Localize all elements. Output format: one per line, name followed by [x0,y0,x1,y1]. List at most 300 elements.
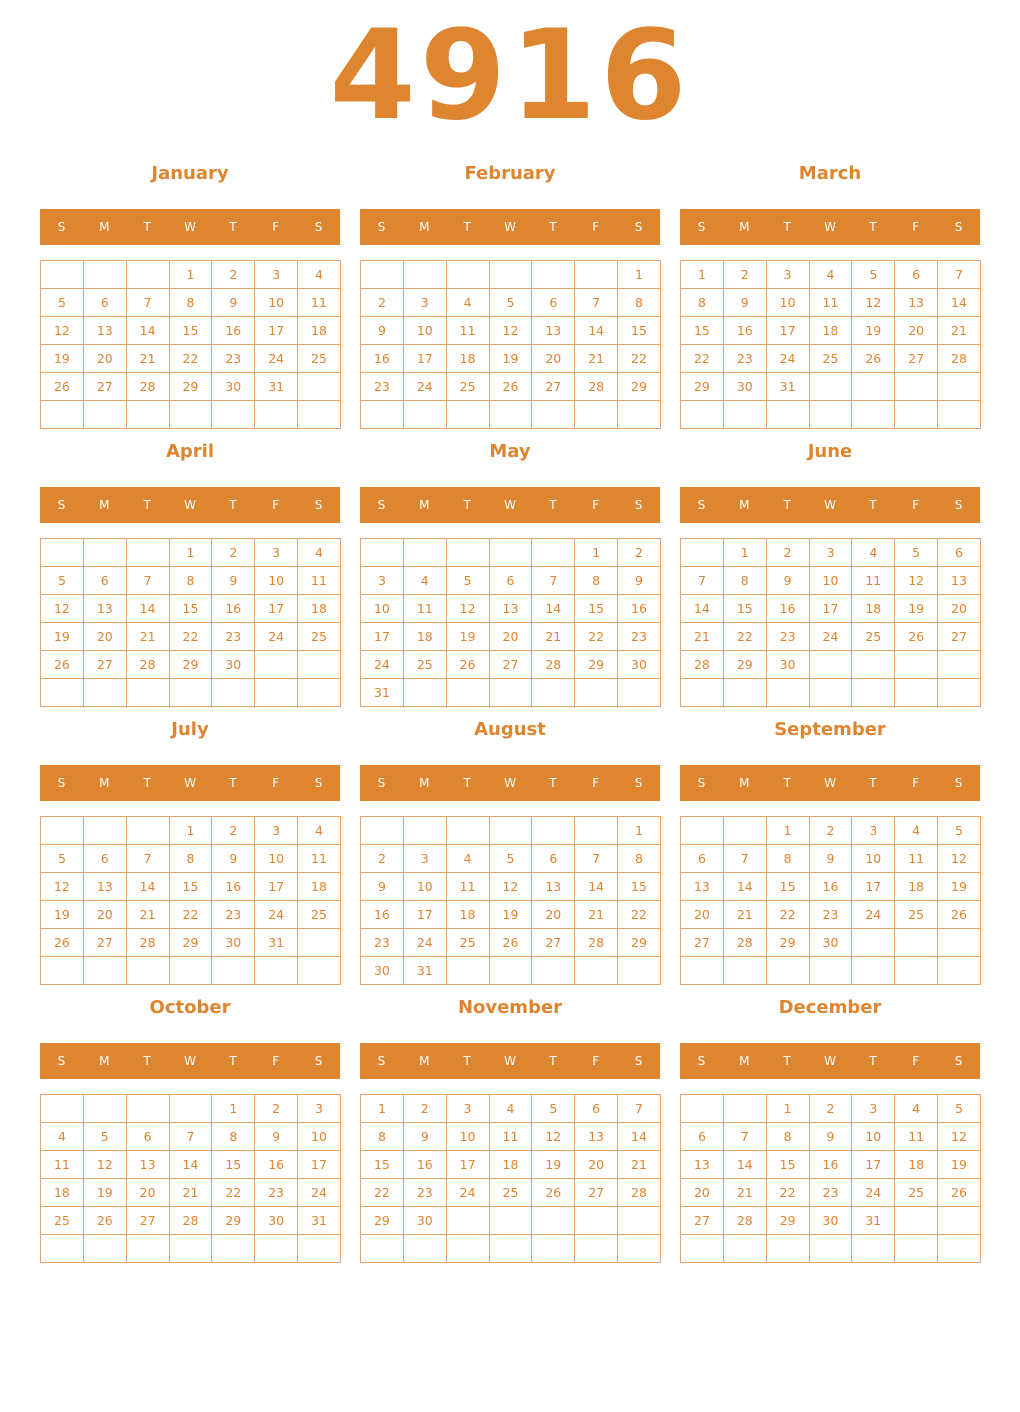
day-cell: 21 [126,345,169,373]
day-cell: 15 [575,595,618,623]
day-cell: 22 [169,345,212,373]
week-row [681,929,981,957]
day-cell: 15 [212,1151,255,1179]
day-cell [575,1207,618,1235]
day-cell [681,539,724,567]
day-cell: 1 [575,539,618,567]
day-cell: 11 [446,873,489,901]
day-cell: 31 [403,957,446,985]
day-cell: 14 [126,873,169,901]
day-cell: 26 [489,373,532,401]
day-cell [532,261,575,289]
week-row [41,1095,341,1123]
weekday-label: T [143,498,151,512]
weekday-label: S [634,498,643,512]
week-row [41,651,341,679]
day-cell [298,1235,341,1263]
day-cell [489,679,532,707]
day-cell [723,817,766,845]
day-cell: 10 [446,1123,489,1151]
day-cell: 24 [298,1179,341,1207]
week-row [41,929,341,957]
day-cell [169,679,212,707]
day-cell: 18 [403,623,446,651]
day-cell: 7 [575,289,618,317]
weekday-label: F [592,498,600,512]
day-cell: 6 [681,845,724,873]
day-cell [532,1235,575,1263]
day-cell: 13 [938,567,981,595]
day-cell [446,539,489,567]
day-cell [126,957,169,985]
week-row [361,1235,661,1263]
day-cell: 24 [852,1179,895,1207]
day-cell: 13 [126,1151,169,1179]
weekday-label: W [184,498,196,512]
weekday-label: T [143,776,151,790]
day-cell: 12 [41,595,84,623]
day-cell: 13 [83,873,126,901]
weekday-label: T [783,776,791,790]
day-cell: 5 [41,289,84,317]
day-cell: 17 [766,317,809,345]
day-cell [938,1235,981,1263]
week-row [361,873,661,901]
day-cell: 10 [852,845,895,873]
weekday-label: T [463,498,471,512]
day-cell: 14 [723,873,766,901]
day-cell: 26 [41,373,84,401]
weekday-label: M [419,776,430,790]
day-cell [723,401,766,429]
week-row [681,873,981,901]
day-cell: 3 [809,539,852,567]
day-cell [895,651,938,679]
day-cell: 13 [681,1151,724,1179]
week-row [681,1207,981,1235]
day-cell [895,373,938,401]
day-cell [532,817,575,845]
day-cell: 22 [575,623,618,651]
weekday-label: T [869,1054,877,1068]
day-cell: 3 [852,1095,895,1123]
week-row [361,817,661,845]
weekday-label: W [824,776,836,790]
day-cell [41,539,84,567]
weekday-label: F [912,498,920,512]
day-cell: 24 [255,345,298,373]
weekday-header [680,209,980,245]
weekday-label: S [57,220,66,234]
day-cell: 27 [83,651,126,679]
day-cell: 19 [41,901,84,929]
day-cell [895,957,938,985]
day-cell: 7 [532,567,575,595]
day-cell: 21 [681,623,724,651]
weekday-label: S [314,498,323,512]
day-cell: 24 [255,901,298,929]
day-cell: 12 [938,845,981,873]
day-cell: 25 [403,651,446,679]
day-cell: 25 [852,623,895,651]
weekday-label: W [504,220,516,234]
day-cell: 23 [361,373,404,401]
day-cell: 4 [41,1123,84,1151]
week-row [41,1179,341,1207]
day-cell: 23 [255,1179,298,1207]
weekday-label: T [463,1054,471,1068]
day-cell: 29 [169,651,212,679]
day-cell: 1 [766,1095,809,1123]
day-cell: 25 [298,901,341,929]
day-cell: 8 [169,567,212,595]
day-cell: 17 [255,873,298,901]
day-cell: 4 [403,567,446,595]
week-row [681,539,981,567]
day-cell [403,1235,446,1263]
day-cell: 28 [938,345,981,373]
week-row [41,957,341,985]
day-cell: 18 [446,345,489,373]
day-cell: 16 [766,595,809,623]
day-cell: 28 [723,929,766,957]
week-row [41,1123,341,1151]
day-cell: 5 [446,567,489,595]
day-cell: 12 [852,289,895,317]
day-cell: 2 [618,539,661,567]
day-cell: 27 [532,929,575,957]
day-cell: 12 [446,595,489,623]
day-cell [852,679,895,707]
weekday-header [40,487,340,523]
day-cell: 7 [126,845,169,873]
day-cell [83,261,126,289]
day-cell: 8 [618,289,661,317]
weekday-label: S [57,776,66,790]
day-cell: 9 [212,289,255,317]
day-cell [766,679,809,707]
day-cell [723,1095,766,1123]
day-cell: 30 [212,929,255,957]
day-cell: 20 [938,595,981,623]
day-cell: 29 [575,651,618,679]
weekday-label: T [549,1054,557,1068]
day-cell: 2 [809,1095,852,1123]
day-grid [360,538,661,707]
day-cell: 7 [126,567,169,595]
day-cell: 28 [575,373,618,401]
day-cell: 9 [809,1123,852,1151]
day-cell: 29 [618,929,661,957]
week-row [361,1207,661,1235]
day-cell: 25 [446,373,489,401]
day-cell: 6 [83,289,126,317]
weekday-label: S [57,498,66,512]
week-row [361,1123,661,1151]
day-cell: 16 [618,595,661,623]
day-cell: 29 [361,1207,404,1235]
day-cell [681,401,724,429]
week-row [361,623,661,651]
day-cell: 3 [766,261,809,289]
day-cell: 28 [126,929,169,957]
day-cell: 11 [852,567,895,595]
day-cell: 12 [83,1151,126,1179]
day-cell: 5 [938,817,981,845]
day-grid [360,816,661,985]
day-cell: 21 [126,623,169,651]
day-cell: 6 [489,567,532,595]
day-cell: 10 [403,873,446,901]
weekday-label: F [912,776,920,790]
day-cell: 1 [169,817,212,845]
month-name: May [489,441,531,462]
month-name: March [798,163,862,184]
day-cell [809,373,852,401]
week-row [681,1235,981,1263]
day-cell: 19 [489,901,532,929]
day-cell: 14 [126,595,169,623]
day-cell [489,261,532,289]
day-cell: 23 [766,623,809,651]
day-grid [680,260,981,429]
day-cell [852,1235,895,1263]
day-cell [681,1235,724,1263]
month-name: January [151,163,229,184]
day-cell: 21 [723,901,766,929]
weekday-label: T [143,220,151,234]
day-cell: 19 [852,317,895,345]
day-cell: 29 [681,373,724,401]
day-cell: 27 [681,1207,724,1235]
day-cell: 18 [298,595,341,623]
day-cell: 17 [361,623,404,651]
day-cell: 10 [766,289,809,317]
day-cell: 14 [681,595,724,623]
day-cell [809,401,852,429]
day-cell: 21 [938,317,981,345]
week-row [41,289,341,317]
day-cell: 12 [938,1123,981,1151]
day-cell: 23 [618,623,661,651]
weekday-label: F [272,776,280,790]
week-row [361,317,661,345]
day-cell [446,1235,489,1263]
day-cell: 29 [723,651,766,679]
day-cell: 8 [618,845,661,873]
day-cell [41,261,84,289]
day-cell [446,1207,489,1235]
day-cell: 5 [895,539,938,567]
day-cell [126,539,169,567]
day-cell: 10 [852,1123,895,1151]
weekday-label: M [99,1054,110,1068]
day-cell: 23 [809,1179,852,1207]
day-cell [852,651,895,679]
day-cell [41,1095,84,1123]
day-cell: 12 [489,317,532,345]
day-cell [723,1235,766,1263]
month-name: June [807,441,853,462]
day-cell: 2 [212,539,255,567]
weekday-header [360,1043,660,1079]
weekday-label: W [504,776,516,790]
week-row [41,317,341,345]
day-cell: 24 [255,623,298,651]
week-row [41,901,341,929]
day-cell [809,957,852,985]
day-cell: 14 [575,873,618,901]
month-name: February [464,163,556,184]
week-row [361,1179,661,1207]
weekday-label: T [229,498,237,512]
day-cell: 13 [681,873,724,901]
day-cell: 7 [723,1123,766,1151]
day-cell: 9 [403,1123,446,1151]
year-title: 4916 [329,4,691,148]
day-cell: 5 [532,1095,575,1123]
day-cell: 2 [766,539,809,567]
day-cell: 31 [852,1207,895,1235]
day-cell: 25 [298,345,341,373]
day-cell [489,1235,532,1263]
day-cell [212,1235,255,1263]
day-cell: 4 [298,539,341,567]
day-cell: 14 [618,1123,661,1151]
day-cell: 26 [83,1207,126,1235]
day-cell [938,401,981,429]
day-cell: 20 [83,623,126,651]
day-cell: 28 [126,651,169,679]
day-cell: 15 [618,873,661,901]
day-cell [532,679,575,707]
day-cell [618,1207,661,1235]
week-row [41,539,341,567]
day-cell: 9 [723,289,766,317]
day-cell: 24 [809,623,852,651]
day-cell: 19 [532,1151,575,1179]
month-name: November [457,997,563,1018]
day-cell: 3 [446,1095,489,1123]
day-cell [446,957,489,985]
day-cell: 13 [532,873,575,901]
weekday-label: W [184,220,196,234]
week-row [361,651,661,679]
day-cell: 5 [938,1095,981,1123]
day-cell: 30 [212,651,255,679]
day-cell: 22 [169,901,212,929]
day-cell [298,373,341,401]
day-cell: 31 [361,679,404,707]
day-cell: 15 [169,873,212,901]
day-cell: 15 [361,1151,404,1179]
day-cell [532,539,575,567]
day-cell: 23 [212,901,255,929]
day-cell: 9 [361,873,404,901]
day-cell: 25 [41,1207,84,1235]
day-cell: 8 [169,289,212,317]
day-cell: 6 [938,539,981,567]
day-cell: 14 [532,595,575,623]
weekday-label: F [592,776,600,790]
day-cell: 2 [723,261,766,289]
day-cell: 1 [169,261,212,289]
day-cell [895,929,938,957]
week-row [41,345,341,373]
day-cell: 12 [489,873,532,901]
week-row [681,901,981,929]
day-cell: 10 [809,567,852,595]
week-row [681,845,981,873]
day-cell: 13 [895,289,938,317]
day-cell: 6 [895,261,938,289]
day-cell: 30 [255,1207,298,1235]
day-cell [361,401,404,429]
day-cell [446,817,489,845]
weekday-header [680,1043,980,1079]
day-cell: 22 [766,901,809,929]
day-cell: 15 [723,595,766,623]
day-cell [298,957,341,985]
weekday-label: T [869,498,877,512]
week-row [361,401,661,429]
day-cell [446,679,489,707]
day-cell: 24 [446,1179,489,1207]
day-cell: 31 [298,1207,341,1235]
day-cell: 15 [618,317,661,345]
day-cell: 17 [403,901,446,929]
weekday-label: W [824,1054,836,1068]
week-row [361,345,661,373]
weekday-label: S [314,220,323,234]
day-cell: 26 [938,901,981,929]
day-cell [852,929,895,957]
day-cell: 29 [169,929,212,957]
day-cell: 7 [169,1123,212,1151]
day-cell: 10 [403,317,446,345]
weekday-label: S [697,498,706,512]
day-cell [361,1235,404,1263]
day-cell: 26 [446,651,489,679]
day-cell: 1 [618,261,661,289]
day-cell: 20 [575,1151,618,1179]
day-cell: 17 [298,1151,341,1179]
day-cell: 10 [298,1123,341,1151]
weekday-label: M [739,220,750,234]
day-cell: 12 [41,873,84,901]
day-cell: 18 [41,1179,84,1207]
weekday-label: M [419,220,430,234]
day-cell: 24 [852,901,895,929]
day-cell [618,401,661,429]
weekday-label: S [697,220,706,234]
day-cell: 11 [403,595,446,623]
day-cell: 26 [938,1179,981,1207]
day-cell: 19 [895,595,938,623]
day-cell: 10 [255,567,298,595]
weekday-label: M [99,498,110,512]
weekday-label: T [229,1054,237,1068]
day-cell: 13 [532,317,575,345]
month-name: December [778,997,882,1018]
week-row [681,651,981,679]
day-cell [298,679,341,707]
day-cell: 31 [766,373,809,401]
day-cell: 2 [212,261,255,289]
day-cell: 21 [575,345,618,373]
day-cell [575,261,618,289]
day-cell: 16 [361,901,404,929]
